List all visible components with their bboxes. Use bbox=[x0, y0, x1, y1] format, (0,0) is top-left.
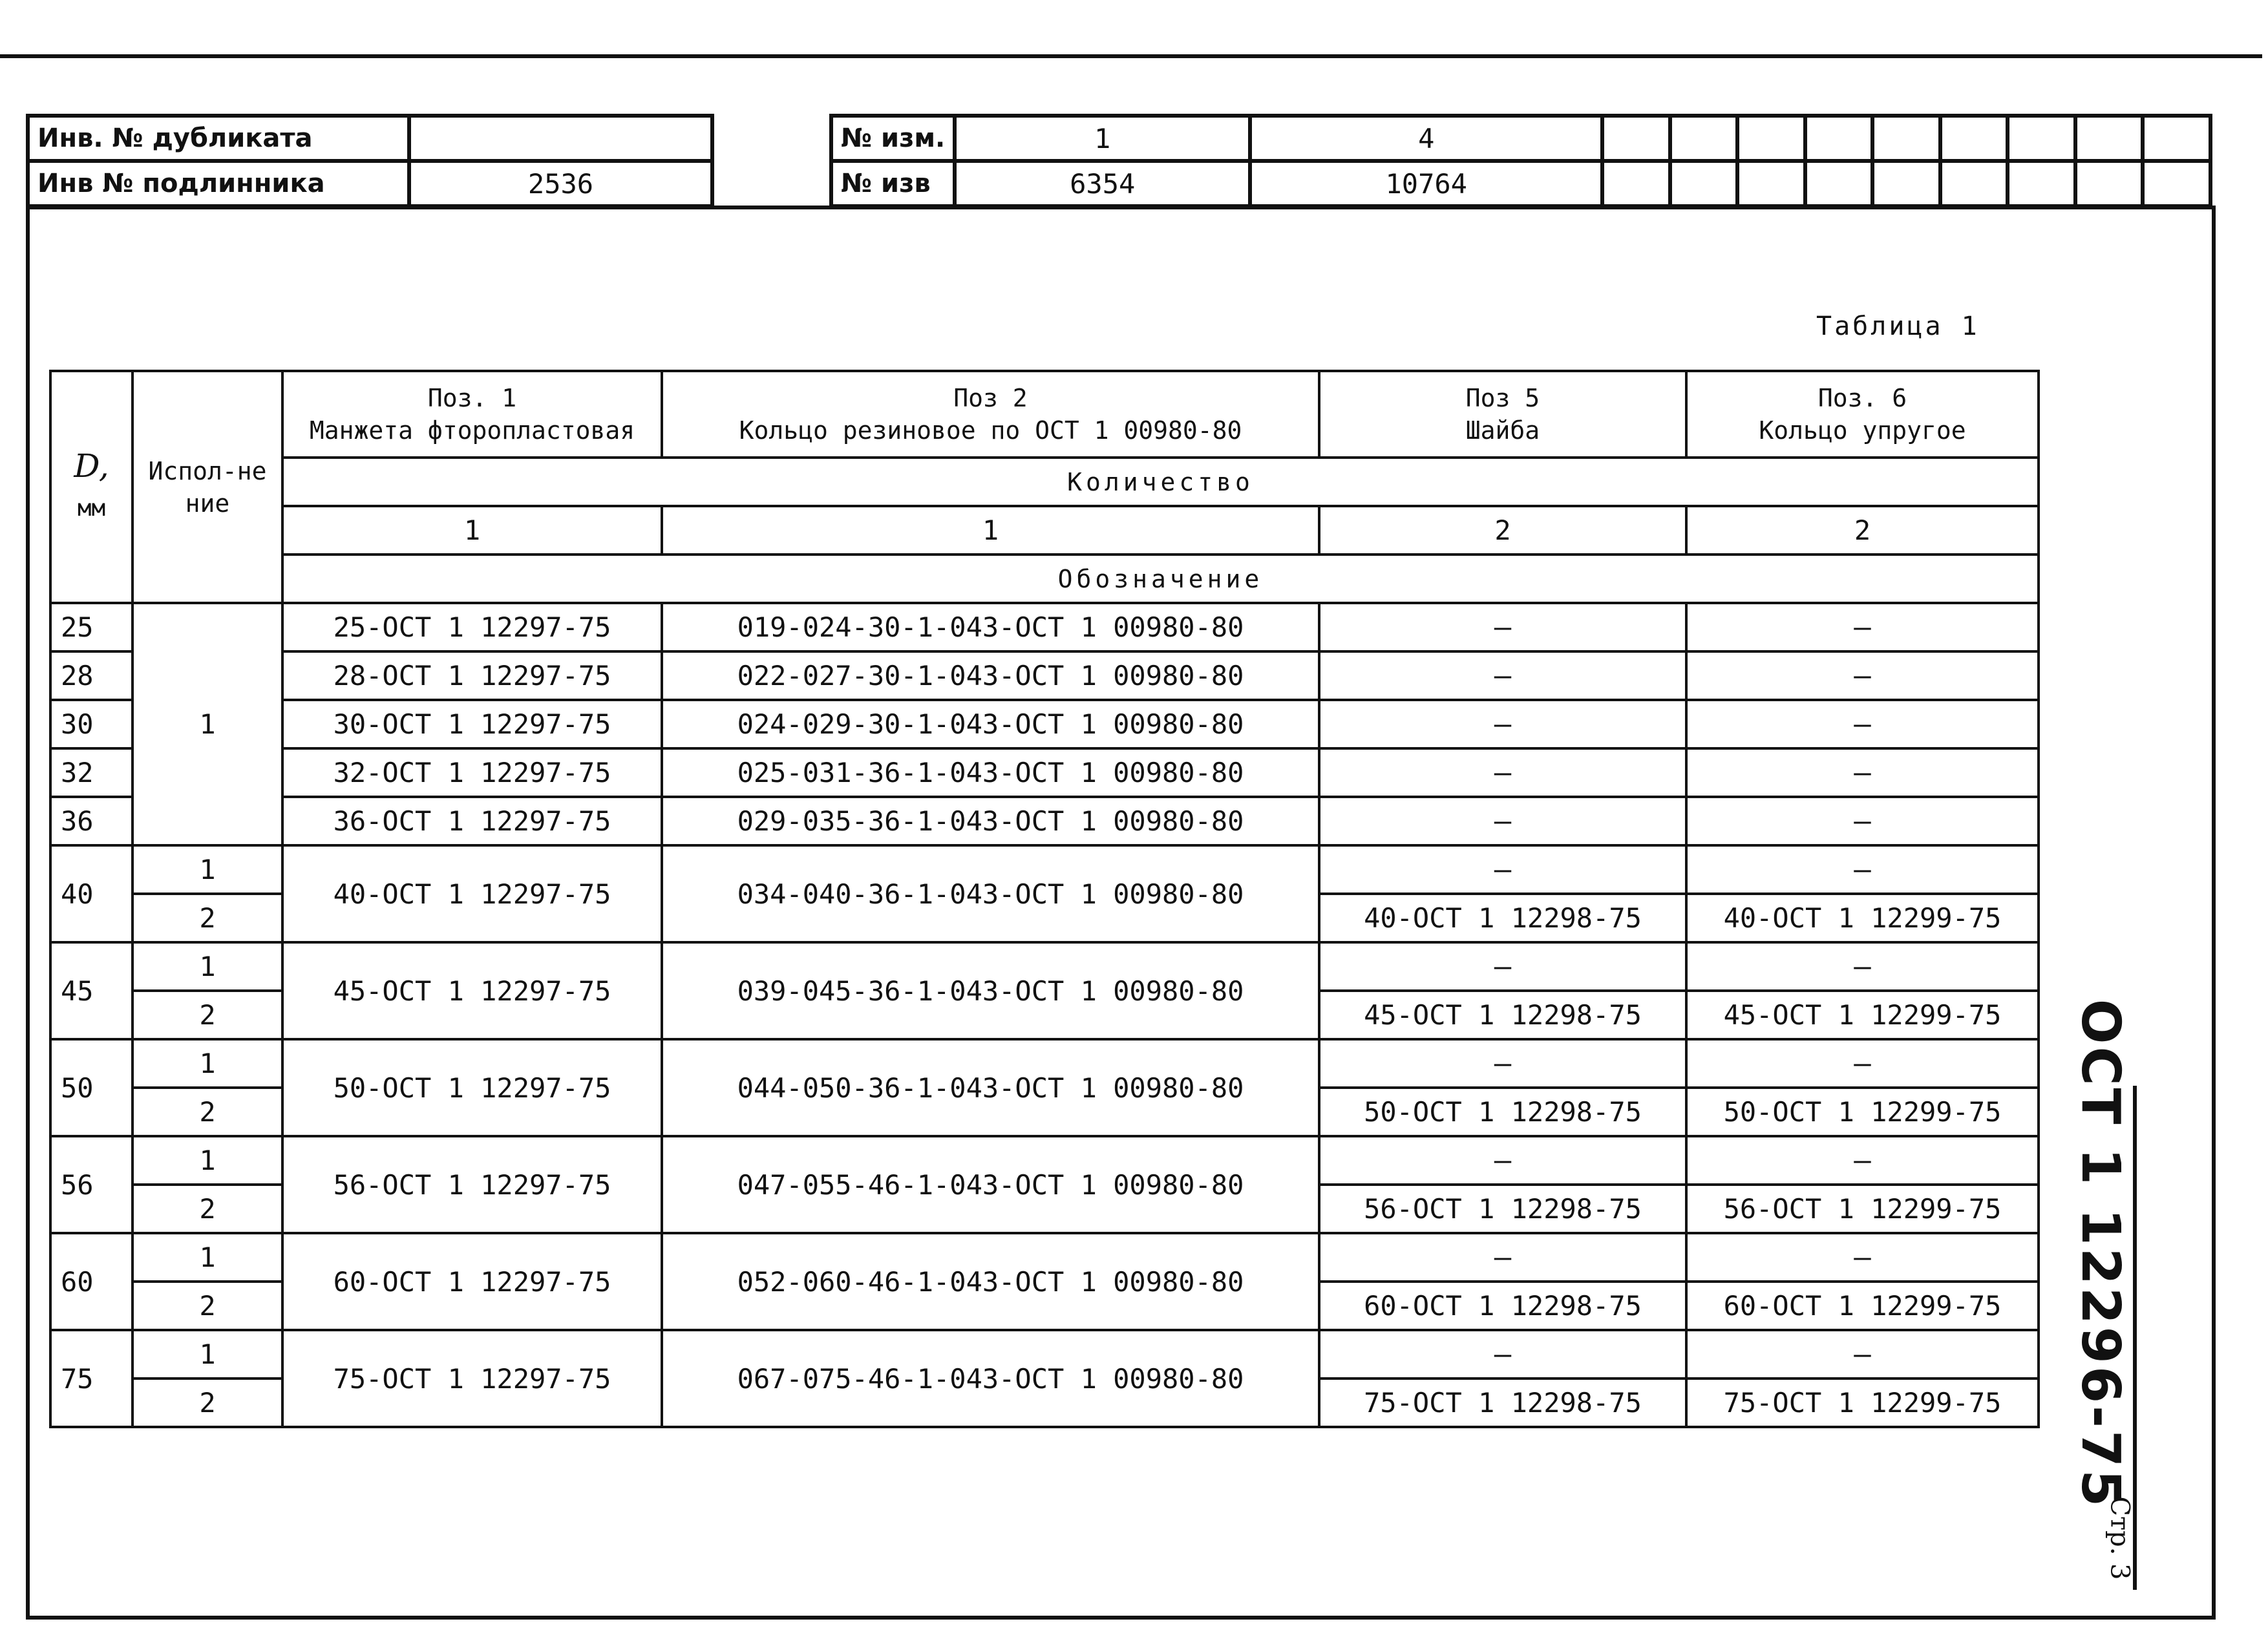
d-value: 50 bbox=[50, 1039, 132, 1136]
pos6-title: Поз. 6 bbox=[1818, 384, 1907, 412]
pos2-value: 039-045-36-1-043-ОСТ 1 00980-80 bbox=[662, 942, 1319, 1039]
duplicate-row bbox=[28, 116, 712, 161]
pos5-value: 50-ОСТ 1 12298-75 bbox=[1319, 1088, 1686, 1136]
table-caption: Таблица 1 bbox=[1816, 312, 1980, 341]
pos6-dash: – bbox=[1686, 1233, 2039, 1282]
quantity-label-row bbox=[50, 458, 2039, 506]
change-cell bbox=[2008, 116, 2075, 161]
table-row bbox=[50, 1136, 2039, 1185]
qty-pos5: 2 bbox=[1319, 506, 1686, 555]
col-header-d bbox=[50, 371, 132, 603]
pos5-dash: – bbox=[1319, 603, 1686, 651]
pos5-value: 56-ОСТ 1 12298-75 bbox=[1319, 1185, 1686, 1233]
pos5-dash: – bbox=[1319, 797, 1686, 845]
pos6-dash: – bbox=[1686, 700, 2039, 748]
table-row bbox=[50, 942, 2039, 991]
pos5-dash: – bbox=[1319, 942, 1686, 991]
pos6-value: 50-ОСТ 1 12299-75 bbox=[1686, 1088, 2039, 1136]
table-row bbox=[50, 1039, 2039, 1088]
col-header-pos2 bbox=[662, 371, 1319, 458]
d-value: 40 bbox=[50, 845, 132, 942]
pos2-value: 025-031-36-1-043-ОСТ 1 00980-80 bbox=[662, 748, 1319, 797]
change-cell: 4 bbox=[1250, 116, 1602, 161]
variant-value: 1 bbox=[132, 845, 282, 894]
page-number-text: Стр. 3 bbox=[2105, 1496, 2135, 1580]
notice-cell: 10764 bbox=[1250, 161, 1602, 206]
pos5-dash: – bbox=[1319, 748, 1686, 797]
pos2-value: 019-024-30-1-043-ОСТ 1 00980-80 bbox=[662, 603, 1319, 651]
pos1-value: 40-ОСТ 1 12297-75 bbox=[282, 845, 662, 942]
pos1-value: 50-ОСТ 1 12297-75 bbox=[282, 1039, 662, 1136]
quantity-row bbox=[50, 506, 2039, 555]
original-row bbox=[28, 161, 712, 206]
variant-value: 2 bbox=[132, 1379, 282, 1427]
pos6-dash: – bbox=[1686, 845, 2039, 894]
pos6-dash: – bbox=[1686, 1330, 2039, 1379]
pos5-dash: – bbox=[1319, 845, 1686, 894]
notice-cell bbox=[1602, 161, 1670, 206]
qty-pos2: 1 bbox=[662, 506, 1319, 555]
notice-cell bbox=[1872, 161, 1940, 206]
variant-value: 1 bbox=[132, 1039, 282, 1088]
pos5-dash: – bbox=[1319, 700, 1686, 748]
pos1-value: 36-ОСТ 1 12297-75 bbox=[282, 797, 662, 845]
pos6-dash: – bbox=[1686, 1039, 2039, 1088]
col-header-pos6 bbox=[1686, 371, 2039, 458]
pos6-value: 56-ОСТ 1 12299-75 bbox=[1686, 1185, 2039, 1233]
notice-cell: 6354 bbox=[955, 161, 1250, 206]
table-row bbox=[50, 1330, 2039, 1379]
designation-label: Обозначение bbox=[282, 555, 2039, 603]
pos5-name: Шайба bbox=[1465, 416, 1540, 445]
inventory-table bbox=[26, 114, 714, 208]
d-value: 45 bbox=[50, 942, 132, 1039]
pos2-name: Кольцо резиновое по ОСТ 1 00980-80 bbox=[739, 416, 1242, 445]
change-cell bbox=[2075, 116, 2143, 161]
notice-label: № изв bbox=[831, 161, 955, 206]
pos5-value: 40-ОСТ 1 12298-75 bbox=[1319, 894, 1686, 942]
d-value: 32 bbox=[50, 748, 132, 797]
pos1-title: Поз. 1 bbox=[427, 384, 517, 412]
spec-table bbox=[49, 370, 2040, 1428]
variant-value: 1 bbox=[132, 1233, 282, 1282]
change-row bbox=[831, 116, 2210, 161]
variant-value: 1 bbox=[132, 603, 282, 845]
designation-label-row bbox=[50, 555, 2039, 603]
header-row bbox=[50, 371, 2039, 458]
variant-value: 1 bbox=[132, 942, 282, 991]
pos2-value: 024-029-30-1-043-ОСТ 1 00980-80 bbox=[662, 700, 1319, 748]
d-value: 75 bbox=[50, 1330, 132, 1427]
col-header-pos1 bbox=[282, 371, 662, 458]
change-cell bbox=[1737, 116, 1805, 161]
d-value: 25 bbox=[50, 603, 132, 651]
table-row bbox=[50, 845, 2039, 894]
notice-cell bbox=[1940, 161, 2008, 206]
pos5-dash: – bbox=[1319, 651, 1686, 700]
table-row bbox=[50, 797, 2039, 845]
pos1-value: 75-ОСТ 1 12297-75 bbox=[282, 1330, 662, 1427]
pos6-dash: – bbox=[1686, 1136, 2039, 1185]
pos2-value: 034-040-36-1-043-ОСТ 1 00980-80 bbox=[662, 845, 1319, 942]
outer-frame-line bbox=[0, 54, 2262, 58]
pos6-dash: – bbox=[1686, 651, 2039, 700]
pos2-value: 022-027-30-1-043-ОСТ 1 00980-80 bbox=[662, 651, 1319, 700]
pos1-value: 45-ОСТ 1 12297-75 bbox=[282, 942, 662, 1039]
variant-value: 1 bbox=[132, 1330, 282, 1379]
pos6-dash: – bbox=[1686, 603, 2039, 651]
pos1-value: 30-ОСТ 1 12297-75 bbox=[282, 700, 662, 748]
d-unit: мм bbox=[77, 494, 106, 522]
pos5-value: 75-ОСТ 1 12298-75 bbox=[1319, 1379, 1686, 1427]
original-value: 2536 bbox=[409, 161, 712, 206]
pos2-value: 044-050-36-1-043-ОСТ 1 00980-80 bbox=[662, 1039, 1319, 1136]
notice-cell bbox=[2075, 161, 2143, 206]
pos1-value: 28-ОСТ 1 12297-75 bbox=[282, 651, 662, 700]
duplicate-value bbox=[409, 116, 712, 161]
col-header-pos5 bbox=[1319, 371, 1686, 458]
pos6-value: 40-ОСТ 1 12299-75 bbox=[1686, 894, 2039, 942]
pos5-title: Поз 5 bbox=[1465, 384, 1540, 412]
quantity-label: Количество bbox=[282, 458, 2039, 506]
pos6-dash: – bbox=[1686, 942, 2039, 991]
change-cell: 1 bbox=[955, 116, 1250, 161]
variant-value: 2 bbox=[132, 991, 282, 1039]
document-code-text: ОСТ 1 12296-75 bbox=[2070, 998, 2132, 1509]
pos5-dash: – bbox=[1319, 1330, 1686, 1379]
variant-value: 2 bbox=[132, 1088, 282, 1136]
d-value: 60 bbox=[50, 1233, 132, 1330]
pos2-value: 052-060-46-1-043-ОСТ 1 00980-80 bbox=[662, 1233, 1319, 1330]
pos2-value: 067-075-46-1-043-ОСТ 1 00980-80 bbox=[662, 1330, 1319, 1427]
change-cell bbox=[1805, 116, 1873, 161]
notice-cell bbox=[2008, 161, 2075, 206]
pos2-value: 047-055-46-1-043-ОСТ 1 00980-80 bbox=[662, 1136, 1319, 1233]
pos1-value: 25-ОСТ 1 12297-75 bbox=[282, 603, 662, 651]
pos6-dash: – bbox=[1686, 748, 2039, 797]
qty-pos6: 2 bbox=[1686, 506, 2039, 555]
table-row bbox=[50, 1233, 2039, 1282]
change-cell bbox=[1670, 116, 1738, 161]
pos5-dash: – bbox=[1319, 1039, 1686, 1088]
notice-cell bbox=[1670, 161, 1738, 206]
change-cell bbox=[1602, 116, 1670, 161]
variant-value: 2 bbox=[132, 894, 282, 942]
change-label: № изм. bbox=[831, 116, 955, 161]
pos1-value: 32-ОСТ 1 12297-75 bbox=[282, 748, 662, 797]
qty-pos1: 1 bbox=[282, 506, 662, 555]
page-number bbox=[2091, 1486, 2149, 1590]
table-row bbox=[50, 700, 2039, 748]
pos2-title: Поз 2 bbox=[953, 384, 1028, 412]
pos6-dash: – bbox=[1686, 797, 2039, 845]
pos6-value: 60-ОСТ 1 12299-75 bbox=[1686, 1282, 2039, 1330]
notice-cell bbox=[1805, 161, 1873, 206]
d-value: 56 bbox=[50, 1136, 132, 1233]
change-cell bbox=[2143, 116, 2210, 161]
change-cell bbox=[1872, 116, 1940, 161]
col-header-variant: Испол-нение bbox=[132, 371, 282, 603]
notice-row bbox=[831, 161, 2210, 206]
original-label: Инв № подлинника bbox=[28, 161, 409, 206]
d-value: 28 bbox=[50, 651, 132, 700]
notice-cell bbox=[1737, 161, 1805, 206]
pos5-dash: – bbox=[1319, 1233, 1686, 1282]
d-symbol: D, bbox=[74, 447, 109, 485]
variant-value: 2 bbox=[132, 1185, 282, 1233]
table-row bbox=[50, 603, 2039, 651]
changes-table bbox=[829, 114, 2212, 208]
pos6-name: Кольцо упругое bbox=[1759, 416, 1966, 445]
pos5-value: 45-ОСТ 1 12298-75 bbox=[1319, 991, 1686, 1039]
d-value: 36 bbox=[50, 797, 132, 845]
pos1-value: 56-ОСТ 1 12297-75 bbox=[282, 1136, 662, 1233]
change-cell bbox=[1940, 116, 2008, 161]
pos5-dash: – bbox=[1319, 1136, 1686, 1185]
pos1-value: 60-ОСТ 1 12297-75 bbox=[282, 1233, 662, 1330]
d-value: 30 bbox=[50, 700, 132, 748]
pos6-value: 75-ОСТ 1 12299-75 bbox=[1686, 1379, 2039, 1427]
pos5-value: 60-ОСТ 1 12298-75 bbox=[1319, 1282, 1686, 1330]
pos6-value: 45-ОСТ 1 12299-75 bbox=[1686, 991, 2039, 1039]
notice-cell bbox=[2143, 161, 2210, 206]
table-row bbox=[50, 651, 2039, 700]
duplicate-label: Инв. № дубликата bbox=[28, 116, 409, 161]
variant-value: 2 bbox=[132, 1282, 282, 1330]
pos2-value: 029-035-36-1-043-ОСТ 1 00980-80 bbox=[662, 797, 1319, 845]
pos1-name: Манжета фторопластовая bbox=[309, 416, 635, 445]
document-code bbox=[2065, 998, 2136, 1509]
variant-value: 1 bbox=[132, 1136, 282, 1185]
table-row bbox=[50, 748, 2039, 797]
